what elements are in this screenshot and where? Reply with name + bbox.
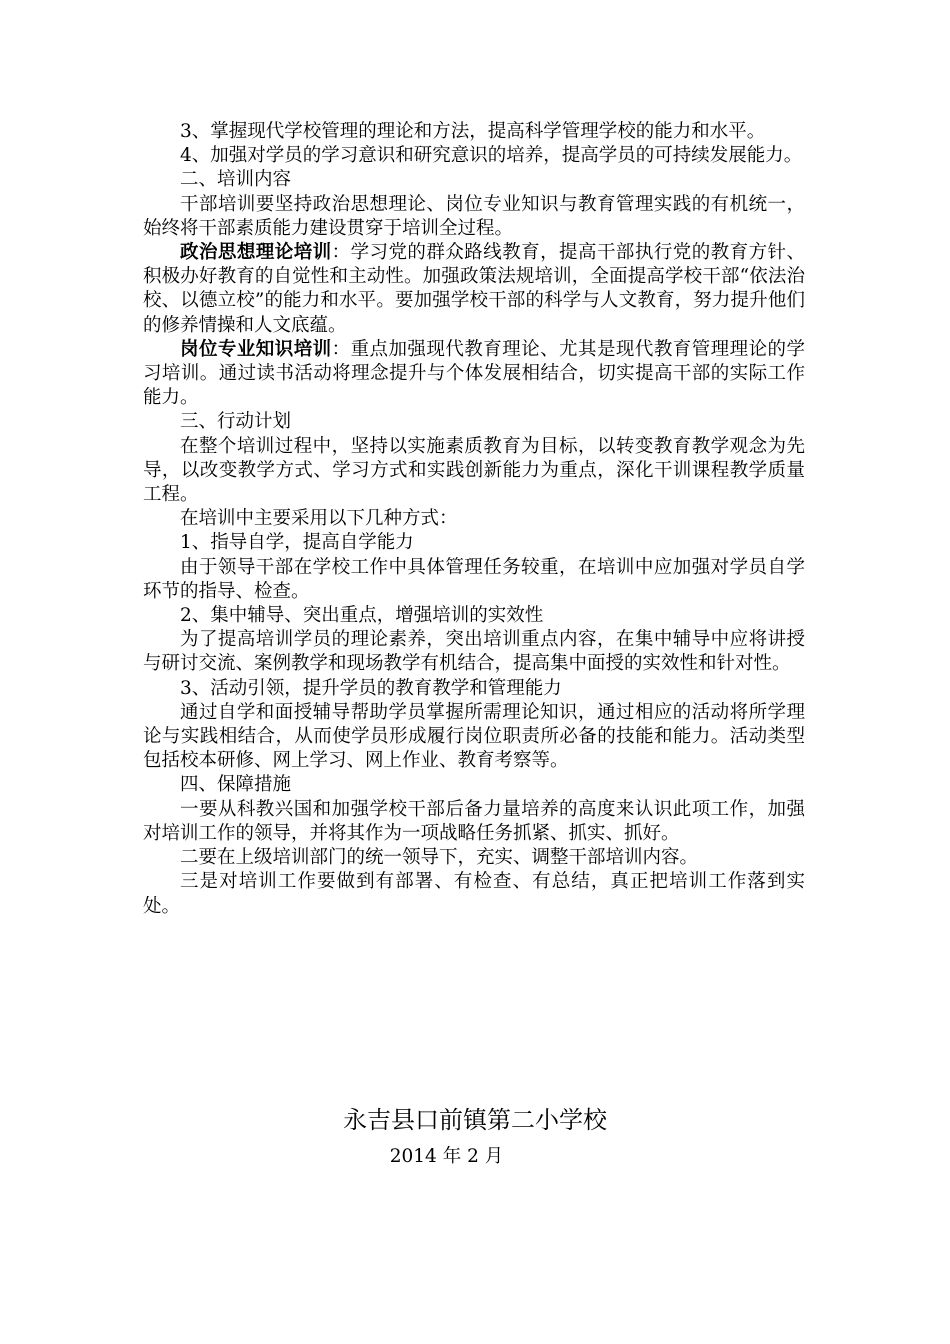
- signature-date: 2014 年 2 月: [389, 1146, 504, 1167]
- paragraph: 一要从科教兴国和加强学校干部后备力量培养的高度来认识此项工作，加强对培训工作的领导，并将其作为一项战略任务抓紧、抓实、抓好。: [143, 798, 805, 844]
- paragraph: 二要在上级培训部门的统一领导下，充实、调整干部培训内容。: [180, 847, 699, 869]
- section-heading: 四、保障措施: [180, 774, 292, 796]
- subheading: 2、集中辅导、突出重点，增强培训的实效性: [180, 605, 544, 627]
- paragraph: 通过自学和面授辅导帮助学员掌握所需理论知识，通过相应的活动将所学理论与实践相结合，从而使学员形成履行岗位职责所必备的技能和能力。活动类型包括校本研修、网上学习、网上作业、教育考察等。: [143, 701, 805, 772]
- paragraph: 三是对培训工作要做到有部署、有检查、有总结，真正把培训工作落到实处。: [143, 871, 805, 917]
- paragraph-text: ：重点加强现代教育理论、尤其是现代教育管理理论的学习培训。通过读书活动将理念提升与个体发展相结合，切实提高干部的实际工作能力。: [143, 338, 805, 409]
- paragraph: 为了提高培训学员的理论素养，突出培训重点内容，在集中辅导中应将讲授与研讨交流、案例教学和现场教学有机结合，提高集中面授的实效性和针对性。: [143, 629, 805, 675]
- paragraph-lead: 政治思想理论培训: [180, 242, 332, 264]
- section-heading: 三、行动计划: [180, 411, 292, 433]
- subheading: 3、活动引领，提升学员的教育教学和管理能力: [180, 677, 562, 699]
- paragraph: 干部培训要坚持政治思想理论、岗位专业知识与教育管理实践的有机统一，始终将干部素质能力建设贯穿于培训全过程。: [143, 193, 805, 239]
- paragraph: [143, 241, 805, 338]
- subheading: 1、指导自学，提高自学能力: [180, 532, 414, 554]
- paragraph: 由于领导干部在学校工作中具体管理任务较重，在培训中应加强对学员自学环节的指导、检查。: [143, 556, 805, 602]
- signature-org: 永吉县口前镇第二小学校: [343, 1106, 607, 1134]
- section-heading: 二、培训内容: [180, 169, 292, 191]
- paragraph-text: ：学习党的群众路线教育，提高干部执行党的教育方针、积极办好教育的自觉性和主动性。加强政策法规培训，全面提高学校干部“依法治校、以德立校”的能力和水平。要加强学校干部的科学与人文教育，努力提升他们的修养情操和人文底蕴。: [143, 242, 805, 336]
- paragraph: 3、掌握现代学校管理的理论和方法，提高科学管理学校的能力和水平。: [180, 121, 766, 142]
- document-body: [143, 120, 805, 919]
- paragraph: [143, 338, 805, 411]
- paragraph-lead: 岗位专业知识培训: [180, 338, 332, 360]
- paragraph: 在培训中主要采用以下几种方式：: [180, 508, 458, 530]
- paragraph: 在整个培训过程中，坚持以实施素质教育为目标，以转变教育教学观念为先导，以改变教学方式、学习方式和实践创新能力为重点，深化干训课程教学质量工程。: [143, 435, 805, 506]
- paragraph: 4、加强对学员的学习意识和研究意识的培养，提高学员的可持续发展能力。: [180, 145, 803, 167]
